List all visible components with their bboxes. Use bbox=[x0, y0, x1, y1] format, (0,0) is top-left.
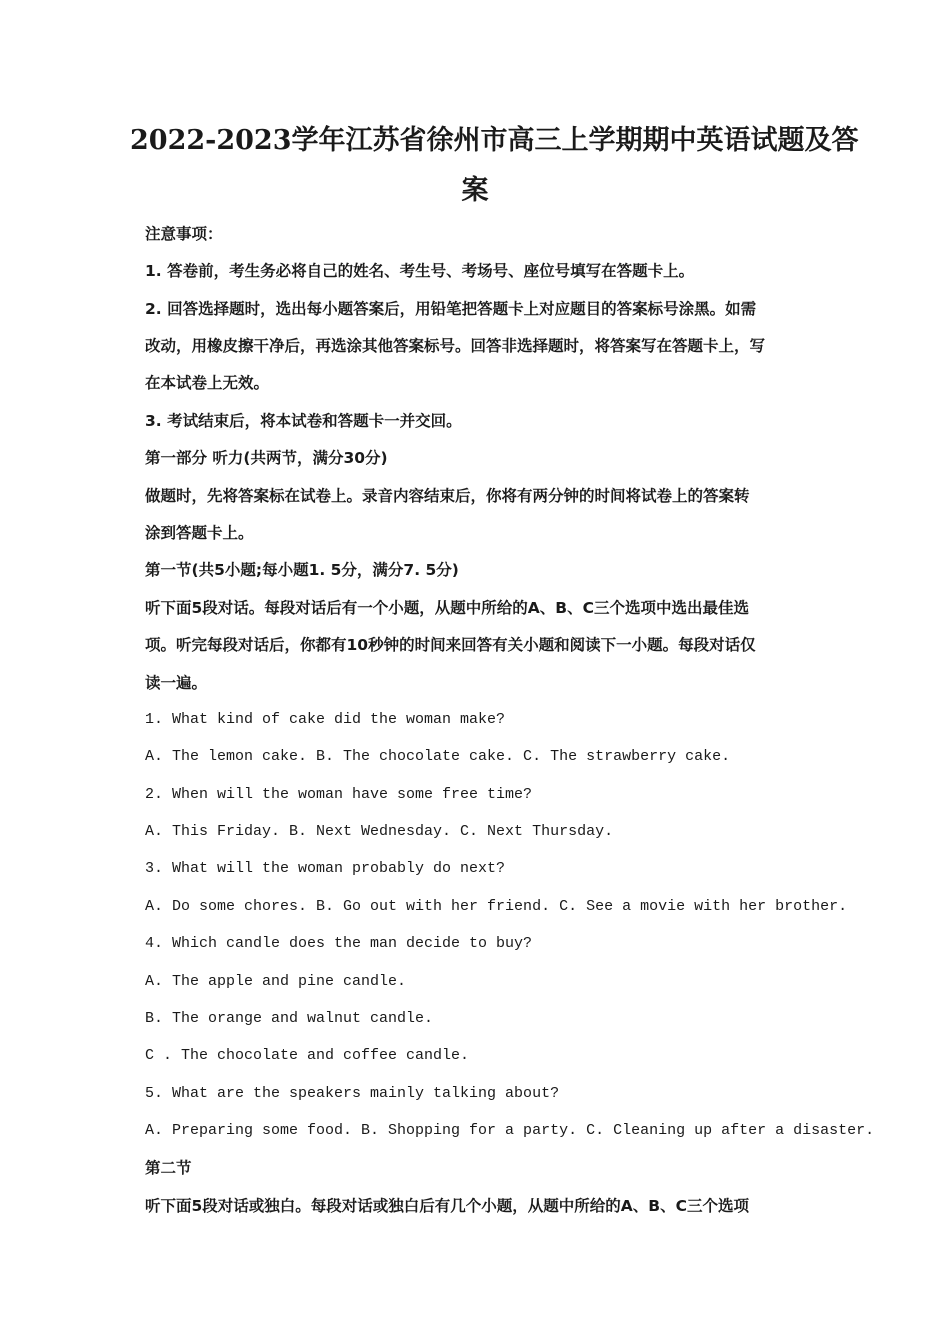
notice-item-1: 1. 答卷前，考生务必将自己的姓名、考生号、考场号、座位号填写在答题卡上。 bbox=[145, 262, 695, 280]
question-5-options: A. Preparing some food. B. Shopping for a party. C. Cleaning up after a disaster. bbox=[145, 1122, 875, 1139]
question-2: 2. When will the woman have some free time? bbox=[145, 786, 533, 803]
section2-heading: 第二节 bbox=[145, 1159, 192, 1177]
question-3-options: A. Do some chores. B. Go out with her friend. C. See a movie with her brother. bbox=[145, 898, 848, 915]
question-4-option-a: A. The apple and pine candle. bbox=[145, 973, 407, 990]
question-4-option-c: C . The chocolate and coffee candle. bbox=[145, 1047, 470, 1064]
notice-heading: 注意事项： bbox=[145, 225, 223, 243]
document-title-line-1: 2022-2023学年江苏省徐州市高三上学期期中英语试题及答 bbox=[130, 125, 859, 156]
part1-heading: 第一部分 听力(共两节，满分30分) bbox=[145, 449, 388, 467]
notice-item-2-line-2: 改动，用橡皮擦干净后，再选涂其他答案标号。回答非选择题时，将答案写在答题卡上，写 bbox=[145, 337, 766, 355]
section1-instruction-line-1: 听下面5段对话。每段对话后有一个小题，从题中所给的A、B、C三个选项中选出最佳选 bbox=[145, 599, 749, 617]
section2-instruction-line-1: 听下面5段对话或独白。每段对话或独白后有几个小题，从题中所给的A、B、C三个选项 bbox=[145, 1197, 749, 1215]
section1-heading: 第一节(共5小题;每小题1. 5分，满分7. 5分) bbox=[145, 561, 459, 579]
notice-item-3: 3. 考试结束后，将本试卷和答题卡一并交回。 bbox=[145, 412, 462, 430]
question-4-option-b: B. The orange and walnut candle. bbox=[145, 1010, 434, 1027]
document-title-line-2: 案 bbox=[461, 175, 489, 206]
question-2-options: A. This Friday. B. Next Wednesday. C. Next Thursday. bbox=[145, 823, 614, 840]
question-1-options: A. The lemon cake. B. The chocolate cake. C. The strawberry cake. bbox=[145, 748, 731, 765]
notice-item-2-line-1: 2. 回答选择题时，选出每小题答案后，用铅笔把答题卡上对应题目的答案标号涂黑。如需 bbox=[145, 300, 757, 318]
question-1: 1. What kind of cake did the woman make? bbox=[145, 711, 506, 728]
question-5: 5. What are the speakers mainly talking about? bbox=[145, 1085, 560, 1102]
part1-instruction-line-2: 涂到答题卡上。 bbox=[145, 524, 254, 542]
notice-item-2-line-3: 在本试卷上无效。 bbox=[145, 374, 270, 392]
section1-instruction-line-2: 项。听完每段对话后，你都有10秒钟的时间来回答有关小题和阅读下一小题。每段对话仅 bbox=[145, 636, 756, 654]
section1-instruction-line-3: 读一遍。 bbox=[145, 674, 208, 692]
question-3: 3. What will the woman probably do next? bbox=[145, 860, 506, 877]
question-4: 4. Which candle does the man decide to buy? bbox=[145, 935, 533, 952]
part1-instruction-line-1: 做题时，先将答案标在试卷上。录音内容结束后，你将有两分钟的时间将试卷上的答案转 bbox=[145, 487, 750, 505]
